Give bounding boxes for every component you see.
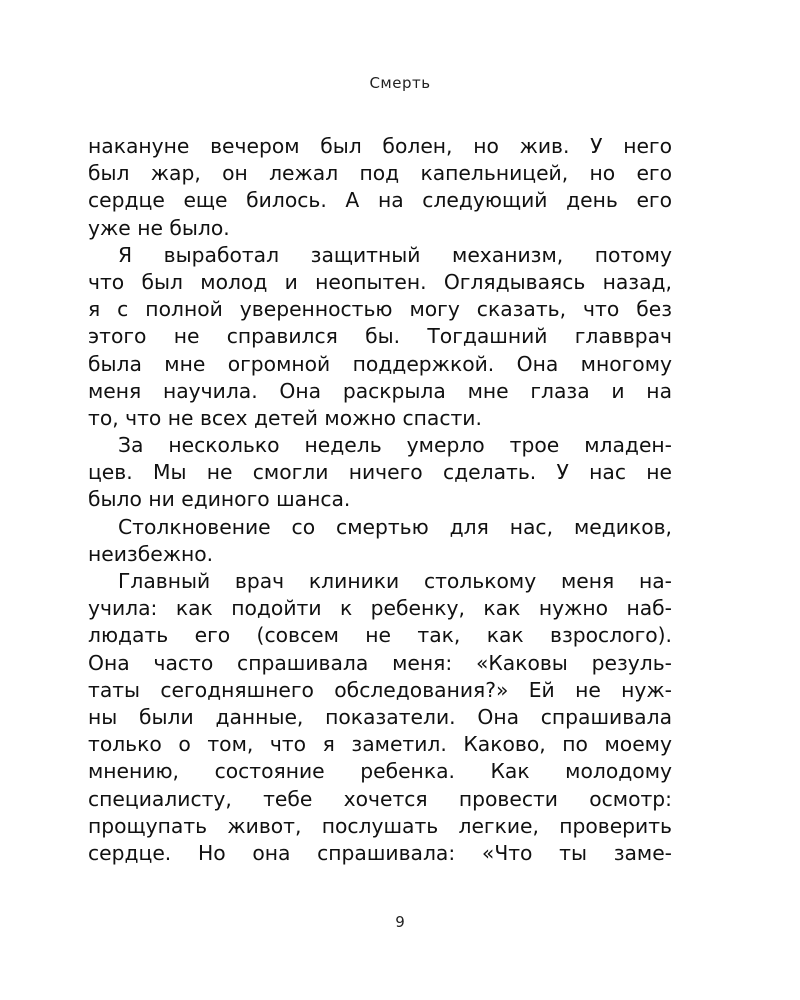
text-line: была мне огромной поддержкой. Она многому xyxy=(88,351,672,376)
paragraph-first-line: За несколько недель умерло трое младен- xyxy=(118,433,672,458)
text-line: меня научила. Она раскрыла мне глаза и на xyxy=(88,378,672,403)
text-line: Она часто спрашивала меня: «Каковы резуль- xyxy=(88,650,672,675)
text-line: учила: как подойти к ребенку, как нужно наб- xyxy=(88,596,672,621)
text-line: ны были данные, показатели. Она спрашивала xyxy=(88,704,672,729)
body-text xyxy=(88,133,672,867)
page-number: 9 xyxy=(395,913,405,931)
text-line: людать его (совсем не так, как взрослого). xyxy=(88,623,672,648)
text-line: то, что не всех детей можно спасти. xyxy=(88,405,482,430)
text-line: сердце еще билось. А на следующий день его xyxy=(88,188,672,213)
text-line: неизбежно. xyxy=(88,541,214,566)
running-head-title: Смерть xyxy=(369,74,431,92)
text-line: я с полной уверенностью могу сказать, что без xyxy=(88,297,672,322)
paragraph-first-line: Главный врач клиники столькому меня на- xyxy=(118,569,672,593)
text-line: было ни единого шанса. xyxy=(88,487,351,512)
text-line: что был молод и неопытен. Оглядываясь назад, xyxy=(88,269,672,294)
text-line: специалисту, тебе хочется провести осмотр: xyxy=(88,786,672,811)
text-line: сердце. Но она спрашивала: «Что ты заме- xyxy=(88,840,672,865)
text-line: был жар, он лежал под капельницей, но его xyxy=(88,161,672,186)
text-line: мнению, состояние ребенка. Как молодому xyxy=(88,759,672,784)
text-line: прощупать живот, послушать легкие, проверить xyxy=(88,813,672,838)
text-line: таты сегодняшнего обследования?» Ей не нуж- xyxy=(88,677,672,702)
text-line: накануне вечером был болен, но жив. У него xyxy=(88,134,672,158)
text-line: этого не справился бы. Тогдашний главврач xyxy=(88,324,672,349)
paragraph-first-line: Столкновение со смертью для нас, медиков, xyxy=(118,514,672,539)
text-line: цев. Мы не смогли ничего сделать. У нас не xyxy=(88,460,672,485)
text-line: уже не было. xyxy=(88,215,230,240)
text-line: только о том, что я заметил. Каково, по моему xyxy=(88,732,672,757)
paragraph-first-line: Я выработал защитный механизм, потому xyxy=(118,242,672,267)
